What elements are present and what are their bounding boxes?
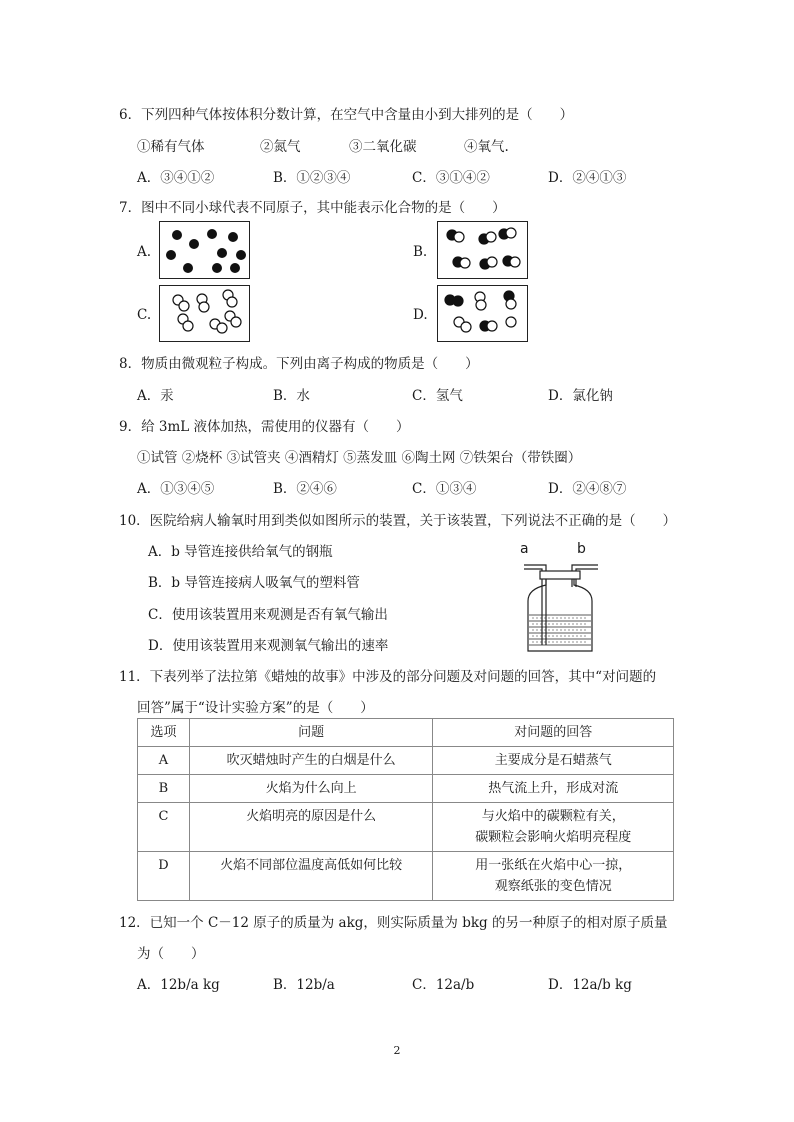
q6-option-b[interactable]: B．①②③④ — [273, 170, 351, 186]
row-answer-line1: 与火焰中的碳颗粒有关， — [481, 809, 625, 824]
q10-option-b[interactable]: B．b 导管连接病人吸氧气的塑料管 — [148, 575, 360, 591]
row-answer-line2: 观察纸张的变色情况 — [494, 879, 612, 894]
atoms-diagram-b — [438, 222, 526, 277]
gas-washing-bottle-figure — [516, 541, 606, 656]
table-header-question: 问题 — [189, 719, 433, 747]
row-answer — [433, 803, 674, 852]
q11-table — [137, 718, 674, 901]
q7-diagram-a[interactable] — [159, 221, 250, 279]
table-row — [138, 747, 674, 775]
row-answer-line1: 主要成分是石蜡蒸气 — [494, 753, 612, 768]
q6-option-d[interactable]: D．②④①③ — [548, 170, 627, 186]
q7-diagram-c[interactable] — [159, 285, 250, 342]
q9-option-a[interactable]: A．①③④⑤ — [137, 481, 215, 497]
q7-label-c[interactable]: C. — [137, 307, 152, 323]
table-header-answer: 对问题的回答 — [433, 719, 674, 747]
q6-option-a[interactable]: A．③④①② — [137, 170, 215, 186]
q6-stem: 6．下列四种气体按体积分数计算，在空气中含量由小到大排列的是（ ） — [119, 107, 574, 123]
q9-items: ①试管 ②烧杯 ③试管夹 ④酒精灯 ⑤蒸发皿 ⑥陶土网 ⑦铁架台（带铁圈） — [137, 450, 582, 466]
q6-item-2: ②氮气 — [260, 139, 301, 155]
atoms-diagram-d — [438, 286, 526, 340]
q10-option-c[interactable]: C．使用该装置用来观测是否有氧气输出 — [148, 607, 388, 623]
q12-option-a[interactable]: A．12b/a kg — [137, 977, 220, 993]
tube-label-a: a — [520, 541, 529, 557]
row-option[interactable]: A — [138, 747, 190, 775]
q7-label-a[interactable]: A. — [137, 244, 152, 260]
q12-option-c[interactable]: C．12a/b — [412, 977, 475, 993]
q12-option-d[interactable]: D．12a/b kg — [548, 977, 632, 993]
row-answer — [433, 775, 674, 803]
row-answer — [433, 747, 674, 775]
row-answer-line2: 碳颗粒会影响火焰明亮程度 — [475, 830, 632, 845]
q8-option-d[interactable]: D．氯化钠 — [548, 388, 613, 404]
q8-stem: 8．物质由微观粒子构成。下列由离子构成的物质是（ ） — [119, 356, 479, 372]
q6-option-c[interactable]: C．③①④② — [412, 170, 490, 186]
q12-option-b[interactable]: B．12b/a — [273, 977, 335, 993]
table-row — [138, 803, 674, 852]
q10-option-a[interactable]: A．b 导管连接供给氧气的钢瓶 — [148, 544, 333, 560]
q12-stem-line2: 为（ ） — [137, 946, 205, 962]
table-row — [138, 852, 674, 901]
q6-item-1: ①稀有气体 — [137, 139, 205, 155]
row-question: 火焰明亮的原因是什么 — [189, 803, 433, 852]
q6-item-3: ③二氧化碳 — [349, 139, 417, 155]
row-answer — [433, 852, 674, 901]
row-question: 吹灭蜡烛时产生的白烟是什么 — [189, 747, 433, 775]
q7-label-d[interactable]: D. — [413, 307, 428, 323]
q9-option-b[interactable]: B．②④⑥ — [273, 481, 337, 497]
bottle-drawing — [516, 541, 606, 656]
table-header-row — [138, 719, 674, 747]
page-number: 2 — [393, 1044, 401, 1057]
q7-stem: 7．图中不同小球代表不同原子，其中能表示化合物的是（ ） — [119, 200, 506, 216]
q8-option-a[interactable]: A．汞 — [137, 388, 174, 404]
atoms-diagram-a — [160, 222, 248, 277]
row-option[interactable]: B — [138, 775, 190, 803]
row-answer-line1: 用一张纸在火焰中心一掠， — [475, 858, 632, 873]
q10-option-d[interactable]: D．使用该装置用来观测氧气输出的速率 — [148, 638, 389, 654]
q7-diagram-d[interactable] — [437, 285, 528, 342]
q11-stem-line1: 11．下表列举了法拉第《蜡烛的故事》中涉及的部分问题及对问题的回答，其中“对问题的 — [119, 669, 657, 685]
q9-option-c[interactable]: C．①③④ — [412, 481, 477, 497]
table-header-option: 选项 — [138, 719, 190, 747]
tube-label-b: b — [577, 541, 586, 557]
row-question: 火焰不同部位温度高低如何比较 — [189, 852, 433, 901]
q8-option-c[interactable]: C．氢气 — [412, 388, 463, 404]
q12-stem-line1: 12．已知一个 C－12 原子的质量为 akg，则实际质量为 bkg 的另一种原子的相对原子质量 — [119, 915, 668, 931]
row-option[interactable]: C — [138, 803, 190, 852]
row-option[interactable]: D — [138, 852, 190, 901]
q6-item-4: ④氧气. — [464, 139, 509, 155]
q8-option-b[interactable]: B．水 — [273, 388, 310, 404]
q9-option-d[interactable]: D．②④⑧⑦ — [548, 481, 627, 497]
row-question: 火焰为什么向上 — [189, 775, 433, 803]
q9-stem: 9．给 3mL 液体加热，需使用的仪器有（ ） — [119, 419, 410, 435]
q11-stem-line2: 回答”属于“设计实验方案”的是（ ） — [137, 700, 374, 716]
q7-diagram-b[interactable] — [437, 221, 528, 279]
q10-stem: 10．医院给病人输氧时用到类似如图所示的装置，关于该装置，下列说法不正确的是（ ） — [119, 513, 677, 529]
q7-label-b[interactable]: B. — [413, 244, 428, 260]
atoms-diagram-c — [160, 286, 248, 340]
row-answer-line1: 热气流上升，形成对流 — [488, 781, 619, 796]
table-row — [138, 775, 674, 803]
